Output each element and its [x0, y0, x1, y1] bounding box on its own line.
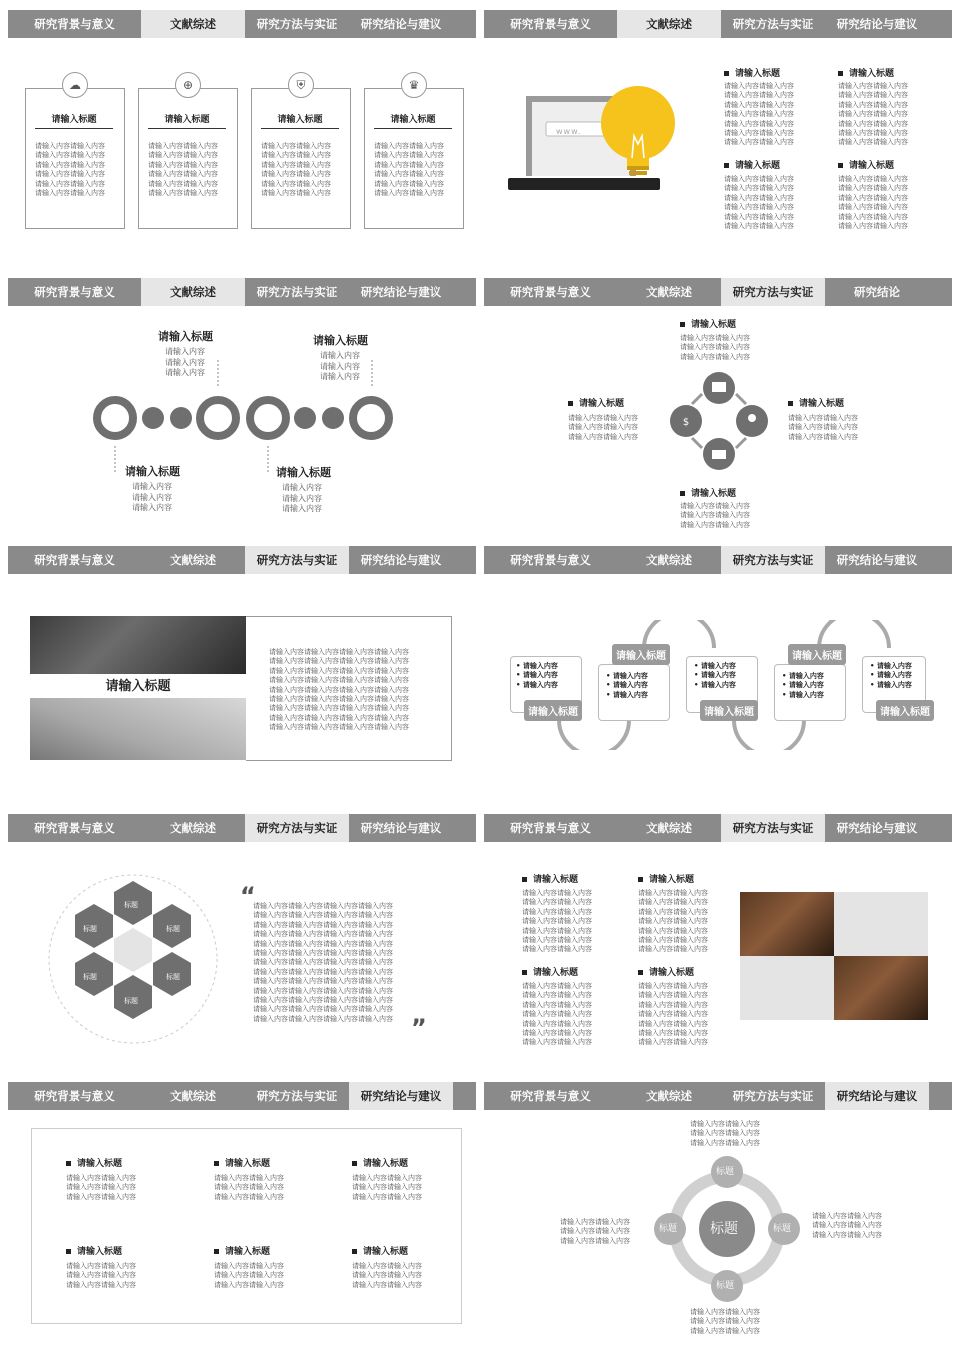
tab-method[interactable]: 研究方法与实证	[256, 1089, 338, 1103]
item-text: 请输入内容 请输入内容 请输入内容	[282, 483, 322, 513]
left-text: 请输入内容请输入内容 请输入内容请输入内容 请输入内容请输入内容	[560, 1218, 630, 1245]
card-text: 请输入内容请输入内容 请输入内容请输入内容 请输入内容请输入内容 请输入内容请输入内容 请输入内容请输入内容 请输入内容请输入内容	[374, 142, 444, 198]
tab-literature[interactable]: 文献综述	[170, 553, 216, 567]
process-cycle	[666, 368, 772, 478]
card-title: 请输入标题	[35, 112, 113, 129]
block-title: 请输入标题	[214, 1244, 270, 1257]
tab-background[interactable]: 研究背景与意义	[34, 285, 115, 299]
tab-method[interactable]: 研究方法与实证	[721, 278, 825, 306]
slide-7	[8, 804, 476, 1066]
close-quote-icon: ”	[411, 1014, 427, 1042]
block-title: 请输入标题	[838, 158, 894, 171]
block-text: 请输入内容请输入内容 请输入内容请输入内容 请输入内容请输入内容 请输入内容请输入内容 请输入内容请输入内容 请输入内容请输入内容 请输入内容请输入内容	[522, 982, 592, 1047]
tab-background[interactable]: 研究背景与意义	[510, 553, 591, 567]
block-text: 请输入内容请输入内容 请输入内容请输入内容 请输入内容请输入内容	[352, 1174, 422, 1201]
block-title: 请输入标题	[522, 872, 578, 885]
tab-background[interactable]: 研究背景与意义	[510, 821, 591, 835]
bullet-list: • 请输入内容 • 请输入内容 • 请输入内容	[694, 662, 736, 689]
node-label: 标题	[716, 1167, 735, 1177]
item-title: 请输入标题	[680, 486, 736, 499]
hex-label: 标题	[166, 925, 180, 933]
tab-literature[interactable]: 文献综述	[170, 821, 216, 835]
tag-title: 请输入标题	[524, 700, 582, 721]
item-text: 请输入内容请输入内容 请输入内容请输入内容 请输入内容请输入内容	[680, 502, 750, 529]
slide-6	[484, 536, 952, 798]
slide-8	[484, 804, 952, 1066]
tab-conclusion[interactable]: 研究结论与建议	[836, 17, 918, 31]
tab-method[interactable]: 研究方法与实证	[721, 814, 825, 842]
block-title: 请输入标题	[724, 158, 780, 171]
tab-method[interactable]: 研究方法与实证	[732, 17, 814, 31]
tab-conclusion[interactable]: 研究结论与建议	[360, 285, 442, 299]
nav-bar	[484, 546, 952, 574]
tab-method[interactable]: 研究方法与实证	[245, 546, 349, 574]
tab-method[interactable]: 研究方法与实证	[245, 814, 349, 842]
block-title: 请输入标题	[66, 1244, 122, 1257]
crown-icon: ♛	[401, 72, 427, 98]
card-text: 请输入内容请输入内容 请输入内容请输入内容 请输入内容请输入内容 请输入内容请输入内容 请输入内容请输入内容 请输入内容请输入内容	[148, 142, 218, 198]
paper-photo	[30, 698, 246, 760]
block-title: 请输入标题	[352, 1156, 408, 1169]
tab-literature[interactable]: 文献综述	[617, 10, 721, 38]
nav-bar	[8, 10, 476, 38]
laptop-photo	[740, 892, 834, 956]
tab-conclusion[interactable]: 研究结论与建议	[360, 821, 442, 835]
node-label: 标题	[773, 1224, 792, 1234]
tab-conclusion[interactable]: 研究结论与建议	[349, 1082, 453, 1110]
nav-bar	[484, 10, 952, 38]
item-title: 请输入标题	[788, 396, 844, 409]
hex-label: 标题	[124, 997, 138, 1005]
block-title: 请输入标题	[522, 965, 578, 978]
top-text: 请输入内容请输入内容 请输入内容请输入内容 请输入内容请输入内容	[690, 1120, 760, 1147]
block-title: 请输入标题	[724, 66, 780, 79]
item-text: 请输入内容 请输入内容 请输入内容	[165, 347, 205, 377]
nav-bar	[8, 278, 476, 306]
block-title: 请输入标题	[214, 1156, 270, 1169]
slide-10	[484, 1072, 952, 1350]
node-label: 标题	[716, 1281, 735, 1291]
nav-bar	[484, 278, 952, 306]
block-text: 请输入内容请输入内容 请输入内容请输入内容 请输入内容请输入内容	[214, 1262, 284, 1289]
slide-2	[484, 0, 952, 262]
item-text: 请输入内容 请输入内容 请输入内容	[132, 482, 172, 512]
block-text: 请输入内容请输入内容 请输入内容请输入内容 请输入内容请输入内容 请输入内容请输入内容 请输入内容请输入内容 请输入内容请输入内容 请输入内容请输入内容	[638, 982, 708, 1047]
item-text: 请输入内容请输入内容 请输入内容请输入内容 请输入内容请输入内容	[680, 334, 750, 361]
gray-block	[834, 892, 928, 956]
block-text: 请输入内容请输入内容 请输入内容请输入内容 请输入内容请输入内容 请输入内容请输入内容 请输入内容请输入内容 请输入内容请输入内容 请输入内容请输入内容	[638, 889, 708, 954]
slide-1	[8, 0, 476, 262]
bullet-list: • 请输入内容 • 请输入内容 • 请输入内容	[870, 662, 912, 689]
www-label: www.	[556, 127, 582, 136]
block-title: 请输入标题	[838, 66, 894, 79]
tab-background[interactable]: 研究背景与意义	[34, 821, 115, 835]
nav-bar	[8, 1082, 476, 1110]
gray-block	[740, 956, 834, 1020]
item-text: 请输入内容请输入内容 请输入内容请输入内容 请输入内容请输入内容	[788, 414, 858, 441]
tab-literature[interactable]: 文献综述	[141, 278, 245, 306]
card-title: 请输入标题	[148, 112, 226, 129]
block-text: 请输入内容请输入内容 请输入内容请输入内容 请输入内容请输入内容	[214, 1174, 284, 1201]
tab-method[interactable]: 研究方法与实证	[256, 285, 338, 299]
tab-method[interactable]: 研究方法与实证	[732, 1089, 814, 1103]
tab-literature[interactable]: 文献综述	[646, 821, 692, 835]
block-text: 请输入内容请输入内容 请输入内容请输入内容 请输入内容请输入内容 请输入内容请输入内容 请输入内容请输入内容 请输入内容请输入内容 请输入内容请输入内容	[724, 82, 794, 147]
item-title: 请输入标题	[313, 334, 368, 347]
slide-4	[484, 268, 952, 530]
team-photo	[30, 616, 246, 674]
tab-literature[interactable]: 文献综述	[141, 10, 245, 38]
node-label: 标题	[659, 1224, 678, 1234]
body-text: 请输入内容请输入内容请输入内容请输入内容 请输入内容请输入内容请输入内容请输入内容 请输入内容请输入内容请输入内容请输入内容 请输入内容请输入内容请输入内容请输入内容 请输入内容请输入内容请输入内容请输入内容 请输入内容请输入内容请输入内容请输入内容 请输入内容请输入内容请输入内容请输入内容 请输入内容请输入内容请输入内容请输入内容 请输入内容请输入内容请输入内容请输入内容	[269, 648, 409, 732]
hex-label: 标题	[124, 901, 138, 909]
hex-label: 标题	[166, 973, 180, 981]
tab-literature[interactable]: 文献综述	[646, 1089, 692, 1103]
card-title: 请输入标题	[374, 112, 452, 129]
tag-title: 请输入标题	[700, 700, 758, 721]
tab-background[interactable]: 研究背景与意义	[34, 553, 115, 567]
tab-background[interactable]: 研究背景与意义	[34, 17, 115, 31]
block-text: 请输入内容请输入内容 请输入内容请输入内容 请输入内容请输入内容	[352, 1262, 422, 1289]
nav-bar	[8, 814, 476, 842]
item-title: 请输入标题	[568, 396, 624, 409]
tab-literature[interactable]: 文献综述	[170, 1089, 216, 1103]
block-text: 请输入内容请输入内容 请输入内容请输入内容 请输入内容请输入内容 请输入内容请输入内容 请输入内容请输入内容 请输入内容请输入内容	[838, 175, 908, 231]
card-text: 请输入内容请输入内容 请输入内容请输入内容 请输入内容请输入内容 请输入内容请输入内容 请输入内容请输入内容 请输入内容请输入内容	[261, 142, 331, 198]
tab-method[interactable]: 研究方法与实证	[721, 546, 825, 574]
bullet-list: • 请输入内容 • 请输入内容 • 请输入内容	[516, 662, 558, 689]
plus-circle-icon: ⊕	[175, 72, 201, 98]
item-title: 请输入标题	[680, 317, 736, 330]
block-text: 请输入内容请输入内容 请输入内容请输入内容 请输入内容请输入内容 请输入内容请输入内容 请输入内容请输入内容 请输入内容请输入内容	[724, 175, 794, 231]
photo-title: 请输入标题	[30, 676, 246, 698]
open-quote-icon: “	[240, 882, 256, 910]
hex-label: 标题	[83, 925, 97, 933]
tag-title: 请输入标题	[876, 700, 934, 721]
hex-label: 标题	[83, 973, 97, 981]
svg-text:$: $	[682, 417, 690, 428]
right-text: 请输入内容请输入内容 请输入内容请输入内容 请输入内容请输入内容	[812, 1212, 882, 1239]
slide-9	[8, 1072, 476, 1334]
item-title: 请输入标题	[158, 330, 213, 343]
item-title: 请输入标题	[125, 465, 180, 478]
nav-bar	[8, 546, 476, 574]
nav-bar	[484, 814, 952, 842]
block-text: 请输入内容请输入内容 请输入内容请输入内容 请输入内容请输入内容 请输入内容请输入内容 请输入内容请输入内容 请输入内容请输入内容 请输入内容请输入内容	[522, 889, 592, 954]
block-title: 请输入标题	[638, 965, 694, 978]
item-title: 请输入标题	[276, 466, 331, 479]
tab-conclusion[interactable]: 研究结论与建议	[360, 553, 442, 567]
tab-literature[interactable]: 文献综述	[646, 553, 692, 567]
tab-conclusion[interactable]: 研究结论	[854, 285, 900, 299]
block-title: 请输入标题	[352, 1244, 408, 1257]
laptop-photo	[834, 956, 928, 1020]
tab-conclusion[interactable]: 研究结论与建议	[825, 1082, 929, 1110]
tab-literature[interactable]: 文献综述	[646, 285, 692, 299]
item-text: 请输入内容 请输入内容 请输入内容	[320, 351, 360, 381]
block-title: 请输入标题	[66, 1156, 122, 1169]
center-label: 标题	[710, 1221, 738, 1237]
tab-method[interactable]: 研究方法与实证	[256, 17, 338, 31]
tag-title: 请输入标题	[788, 644, 846, 665]
tab-conclusion[interactable]: 研究结论与建议	[360, 17, 442, 31]
tag-title: 请输入标题	[612, 644, 670, 665]
slide-5	[8, 536, 476, 798]
cloud-icon: ☁	[62, 72, 88, 98]
block-text: 请输入内容请输入内容 请输入内容请输入内容 请输入内容请输入内容 请输入内容请输入内容 请输入内容请输入内容 请输入内容请输入内容 请输入内容请输入内容	[838, 82, 908, 147]
card-text: 请输入内容请输入内容 请输入内容请输入内容 请输入内容请输入内容 请输入内容请输入内容 请输入内容请输入内容 请输入内容请输入内容	[35, 142, 105, 198]
quote-text: 请输入内容请输入内容请输入内容请输入内容 请输入内容请输入内容请输入内容请输入内容 请输入内容请输入内容请输入内容请输入内容 请输入内容请输入内容请输入内容请输入内容 请输入内容请输入内容请输入内容请输入内容 请输入内容请输入内容请输入内容请输入内容 请输入内容请输入内容请输入内容请输入内容 请输入内容请输入内容请输入内容请输入内容 请输入内容请输入内容请输入内容请输入内容 请输入内容请输入内容请输入内容请输入内容 请输入内容请输入内容请输入内容请输入内容 请输入内容请输入内容请输入内容请输入内容 请输入内容请输入内容请输入内容请输入内容	[253, 902, 393, 1023]
shield-icon: ⛨	[288, 72, 314, 98]
bullet-list: • 请输入内容 • 请输入内容 • 请输入内容	[606, 672, 648, 699]
tab-conclusion[interactable]: 研究结论与建议	[836, 821, 918, 835]
block-title: 请输入标题	[638, 872, 694, 885]
laptop-bulb-illustration	[508, 78, 678, 193]
slide-3	[8, 268, 476, 530]
bottom-text: 请输入内容请输入内容 请输入内容请输入内容 请输入内容请输入内容	[690, 1308, 760, 1335]
bullet-list: • 请输入内容 • 请输入内容 • 请输入内容	[782, 672, 824, 699]
tab-conclusion[interactable]: 研究结论与建议	[836, 553, 918, 567]
nav-bar	[484, 1082, 952, 1110]
tab-background[interactable]: 研究背景与意义	[510, 285, 591, 299]
block-text: 请输入内容请输入内容 请输入内容请输入内容 请输入内容请输入内容	[66, 1174, 136, 1201]
tab-background[interactable]: 研究背景与意义	[34, 1089, 115, 1103]
item-text: 请输入内容请输入内容 请输入内容请输入内容 请输入内容请输入内容	[568, 414, 638, 441]
block-text: 请输入内容请输入内容 请输入内容请输入内容 请输入内容请输入内容	[66, 1262, 136, 1289]
tab-background[interactable]: 研究背景与意义	[510, 17, 591, 31]
card-title: 请输入标题	[261, 112, 339, 129]
tab-background[interactable]: 研究背景与意义	[510, 1089, 591, 1103]
